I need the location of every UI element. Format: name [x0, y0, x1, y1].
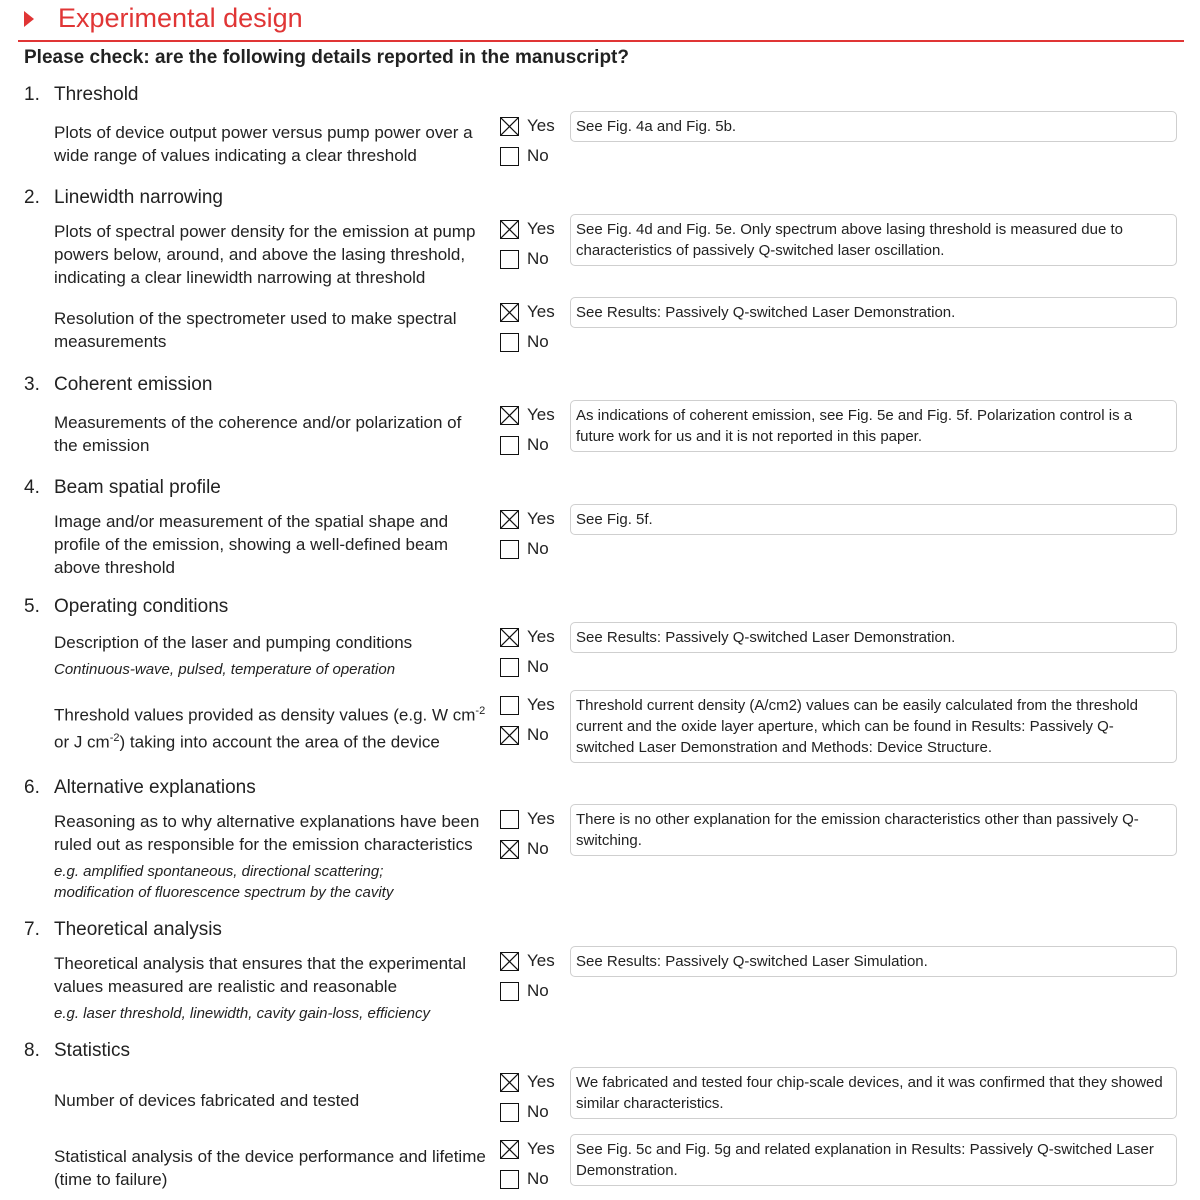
yes-checkbox[interactable]: [500, 810, 519, 829]
checkmark-x-icon: [501, 511, 518, 528]
yes-label: Yes: [527, 627, 555, 646]
checkmark-x-icon: [501, 1074, 518, 1091]
answer-field[interactable]: See Fig. 5c and Fig. 5g and related explanation in Results: Passively Q-switched Laser Demonstration.: [570, 1134, 1177, 1186]
no-label: No: [527, 539, 549, 558]
item-description: Plots of spectral power density for the emission at pump powers below, around, and above the lasing threshold, indicating a clear linewidth narrowing at threshold: [54, 222, 476, 287]
answer-field[interactable]: We fabricated and tested four chip-scale devices, and it was confirmed that they showed similar characteristics.: [570, 1067, 1177, 1119]
section-title: Operating conditions: [54, 596, 229, 617]
section-title: Statistics: [54, 1040, 131, 1061]
yes-label: Yes: [527, 1072, 555, 1091]
yes-checkbox[interactable]: [500, 1073, 519, 1092]
no-checkbox[interactable]: [500, 726, 519, 745]
no-label: No: [527, 249, 549, 268]
section-heading-theoretical-analysis: [24, 919, 222, 941]
section-number: 5.: [24, 596, 40, 617]
no-checkbox[interactable]: [500, 147, 519, 166]
answer-field[interactable]: See Results: Passively Q-switched Laser Demonstration.: [570, 622, 1177, 653]
no-checkbox[interactable]: [500, 840, 519, 859]
item-note: e.g. laser threshold, linewidth, cavity gain-loss, efficiency: [54, 1005, 431, 1022]
checkmark-x-icon: [501, 118, 518, 135]
section-title: Alternative explanations: [54, 777, 256, 798]
no-checkbox[interactable]: [500, 658, 519, 677]
no-label: No: [527, 1102, 549, 1121]
item-description: Description of the laser and pumping conditions: [54, 633, 413, 652]
collapse-arrow-icon[interactable]: [24, 11, 34, 27]
no-label: No: [527, 1169, 549, 1188]
item-description: Measurements of the coherence and/or polarization of the emission: [54, 413, 462, 455]
section-heading-operating-conditions: [24, 596, 228, 618]
checkmark-x-icon: [501, 407, 518, 424]
checkmark-x-icon: [501, 1141, 518, 1158]
no-label: No: [527, 981, 549, 1000]
yes-label: Yes: [527, 1139, 555, 1158]
item-description: Statistical analysis of the device performance and lifetime (time to failure): [54, 1147, 486, 1189]
item-description: Threshold values provided as density values (e.g. W $cm^{-2}$ or J $cm^{-2}$) taking into account the area of the device: [54, 705, 486, 752]
answer-field[interactable]: See Results: Passively Q-switched Laser Demonstration.: [570, 297, 1177, 328]
item-note: e.g. amplified spontaneous, directional scattering; modification of fluorescence spectrum by the cavity: [54, 863, 394, 901]
item-description: Reasoning as to why alternative explanations have been ruled out as responsible for the emission characteristics: [54, 812, 480, 854]
no-label: No: [527, 435, 549, 454]
yes-checkbox[interactable]: [500, 628, 519, 647]
yes-checkbox[interactable]: [500, 696, 519, 715]
yes-checkbox[interactable]: [500, 510, 519, 529]
no-label: No: [527, 146, 549, 165]
yes-checkbox[interactable]: [500, 406, 519, 425]
section-heading-statistics: [24, 1040, 130, 1062]
item-note: Continuous-wave, pulsed, temperature of operation: [54, 661, 396, 678]
no-checkbox[interactable]: [500, 540, 519, 559]
yes-label: Yes: [527, 695, 555, 714]
yes-label: Yes: [527, 509, 555, 528]
no-label: No: [527, 657, 549, 676]
no-checkbox[interactable]: [500, 250, 519, 269]
yes-label: Yes: [527, 809, 555, 828]
yes-label: Yes: [527, 405, 555, 424]
yes-checkbox[interactable]: [500, 952, 519, 971]
section-title: Beam spatial profile: [54, 477, 221, 498]
yes-checkbox[interactable]: [500, 220, 519, 239]
no-label: No: [527, 332, 549, 351]
checkmark-x-icon: [501, 841, 518, 858]
section-number: 6.: [24, 777, 40, 798]
section-heading-threshold: [24, 84, 139, 106]
no-checkbox[interactable]: [500, 1170, 519, 1189]
checkmark-x-icon: [501, 727, 518, 744]
answer-field[interactable]: Threshold current density (A/cm2) values can be easily calculated from the threshold current and the oxide layer aperture, which can be found in Results: Passively Q-switched Laser Demonstration and Methods: Device Structure.: [570, 690, 1177, 763]
section-number: 7.: [24, 919, 40, 940]
item-description: Plots of device output power versus pump power over a wide range of values indicating a clear threshold: [54, 123, 473, 165]
no-label: No: [527, 725, 549, 744]
no-label: No: [527, 839, 549, 858]
answer-field[interactable]: See Results: Passively Q-switched Laser Simulation.: [570, 946, 1177, 977]
section-number: 3.: [24, 374, 40, 395]
no-checkbox[interactable]: [500, 436, 519, 455]
section-heading-linewidth-narrowing: [24, 187, 223, 209]
checkmark-x-icon: [501, 629, 518, 646]
yes-checkbox[interactable]: [500, 117, 519, 136]
page-title: Experimental design: [58, 3, 303, 33]
item-description: Resolution of the spectrometer used to make spectral measurements: [54, 309, 457, 351]
yes-label: Yes: [527, 302, 555, 321]
checklist-prompt: Please check: are the following details reported in the manuscript?: [24, 47, 629, 68]
no-checkbox[interactable]: [500, 333, 519, 352]
no-checkbox[interactable]: [500, 982, 519, 1001]
section-number: 8.: [24, 1040, 40, 1061]
section-title: Theoretical analysis: [54, 919, 222, 940]
section-heading-coherent-emission: [24, 374, 212, 396]
item-description: Theoretical analysis that ensures that the experimental values measured are realistic and reasonable: [54, 954, 467, 996]
yes-label: Yes: [527, 116, 555, 135]
no-checkbox[interactable]: [500, 1103, 519, 1122]
checkmark-x-icon: [501, 304, 518, 321]
section-title: Linewidth narrowing: [54, 187, 223, 208]
section-heading-beam-spatial-profile: [24, 477, 221, 499]
section-number: 1.: [24, 84, 40, 105]
section-number: 2.: [24, 187, 40, 208]
section-title: Coherent emission: [54, 374, 213, 395]
answer-field[interactable]: There is no other explanation for the emission characteristics other than passively Q-switching.: [570, 804, 1177, 856]
item-description: Image and/or measurement of the spatial shape and profile of the emission, showing a well-defined beam above threshold: [54, 512, 449, 577]
item-description: Number of devices fabricated and tested: [54, 1091, 360, 1110]
yes-checkbox[interactable]: [500, 303, 519, 322]
answer-field[interactable]: See Fig. 5f.: [570, 504, 1177, 535]
checkmark-x-icon: [501, 221, 518, 238]
section-number: 4.: [24, 477, 40, 498]
checkmark-x-icon: [501, 953, 518, 970]
section-heading-alternative-explanations: [24, 777, 256, 799]
yes-checkbox[interactable]: [500, 1140, 519, 1159]
answer-field[interactable]: As indications of coherent emission, see Fig. 5e and Fig. 5f. Polarization control is a future work for us and it is not reported in this paper.: [570, 400, 1177, 452]
yes-label: Yes: [527, 951, 555, 970]
answer-field[interactable]: See Fig. 4d and Fig. 5e. Only spectrum above lasing threshold is measured due to characteristics of passively Q-switched laser oscillation.: [570, 214, 1177, 266]
answer-field[interactable]: See Fig. 4a and Fig. 5b.: [570, 111, 1177, 142]
section-title: Threshold: [54, 84, 139, 105]
yes-label: Yes: [527, 219, 555, 238]
